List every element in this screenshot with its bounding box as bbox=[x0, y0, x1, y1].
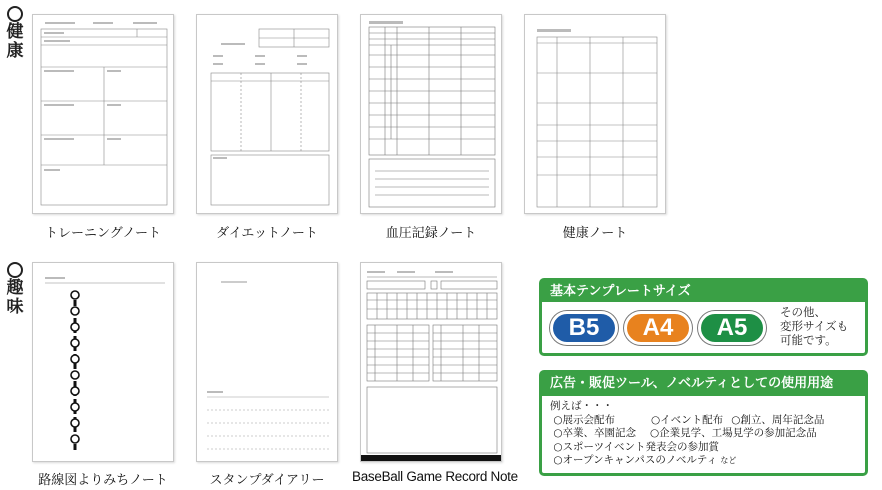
section-health-label bbox=[4, 6, 26, 61]
training-note-caption: トレーニングノート bbox=[44, 226, 162, 241]
stamp-diary-page-illustration bbox=[197, 263, 338, 462]
promotional-uses-list bbox=[542, 396, 865, 468]
circle-icon bbox=[7, 6, 23, 22]
use-item: ○卒業、卒園記念 bbox=[553, 427, 637, 440]
route-map-note-caption: 路線図よりみちノート bbox=[38, 473, 168, 488]
circle-icon bbox=[7, 262, 23, 278]
stamp-diary-thumbnail[interactable] bbox=[196, 262, 338, 462]
use-item: ○創立、周年記念品 bbox=[731, 413, 825, 426]
a4-size-badge: A4 bbox=[624, 311, 692, 345]
other-sizes-line-3: 可能です。 bbox=[780, 333, 837, 347]
diet-note-caption: ダイエットノート bbox=[216, 226, 318, 241]
use-item: ○オープンキャンパスのノベルティ bbox=[553, 454, 718, 467]
baseball-note-caption: BaseBall Game Record Note bbox=[352, 469, 518, 484]
template-sizes-panel bbox=[539, 278, 868, 356]
template-sizes-title: 基本テンプレートサイズ bbox=[542, 281, 865, 302]
blood-pressure-note-caption: 血圧記録ノート bbox=[385, 226, 477, 241]
health-note-page-illustration bbox=[525, 15, 666, 214]
blood-pressure-note-thumbnail[interactable] bbox=[360, 14, 502, 214]
other-sizes-line-1: その他、 bbox=[780, 305, 826, 319]
health-note-thumbnail[interactable] bbox=[524, 14, 666, 214]
training-note-page-illustration bbox=[33, 15, 174, 214]
promotional-uses-title: 広告・販促ツール、ノベルティとしての使用用途 bbox=[542, 373, 865, 396]
blood-pressure-note-page-illustration bbox=[361, 15, 502, 214]
baseball-note-page-illustration bbox=[361, 263, 502, 462]
other-sizes-note bbox=[780, 305, 848, 347]
use-item: ○展示会配布 bbox=[553, 413, 616, 426]
route-map-note-thumbnail[interactable] bbox=[32, 262, 174, 462]
use-item: ○スポーツイベント発表会の参加賞 bbox=[553, 440, 720, 453]
route-map-note-page-illustration bbox=[33, 263, 174, 462]
section-health-char-1: 健 bbox=[6, 22, 24, 42]
stamp-diary-caption: スタンプダイアリー bbox=[209, 473, 325, 488]
diet-note-page-illustration bbox=[197, 15, 338, 214]
section-hobby-label bbox=[4, 262, 26, 317]
other-sizes-line-2: 変形サイズも bbox=[780, 319, 849, 333]
section-health-char-2: 康 bbox=[6, 41, 24, 61]
a5-size-badge: A5 bbox=[698, 311, 766, 345]
training-note-thumbnail[interactable] bbox=[32, 14, 174, 214]
b5-size-badge: B5 bbox=[550, 311, 618, 345]
section-hobby-char-2: 味 bbox=[6, 297, 24, 317]
health-note-caption: 健康ノート bbox=[562, 226, 628, 241]
uses-intro: 例えば・・・ bbox=[550, 400, 613, 412]
use-item: ○イベント配布 bbox=[651, 413, 724, 426]
baseball-note-thumbnail[interactable] bbox=[360, 262, 502, 462]
use-item: ○企業見学、工場見学の参加記念品 bbox=[650, 427, 817, 440]
diet-note-thumbnail[interactable] bbox=[196, 14, 338, 214]
section-hobby-char-1: 趣 bbox=[6, 278, 24, 298]
uses-suffix: など bbox=[720, 456, 737, 466]
promotional-uses-panel bbox=[539, 370, 868, 476]
